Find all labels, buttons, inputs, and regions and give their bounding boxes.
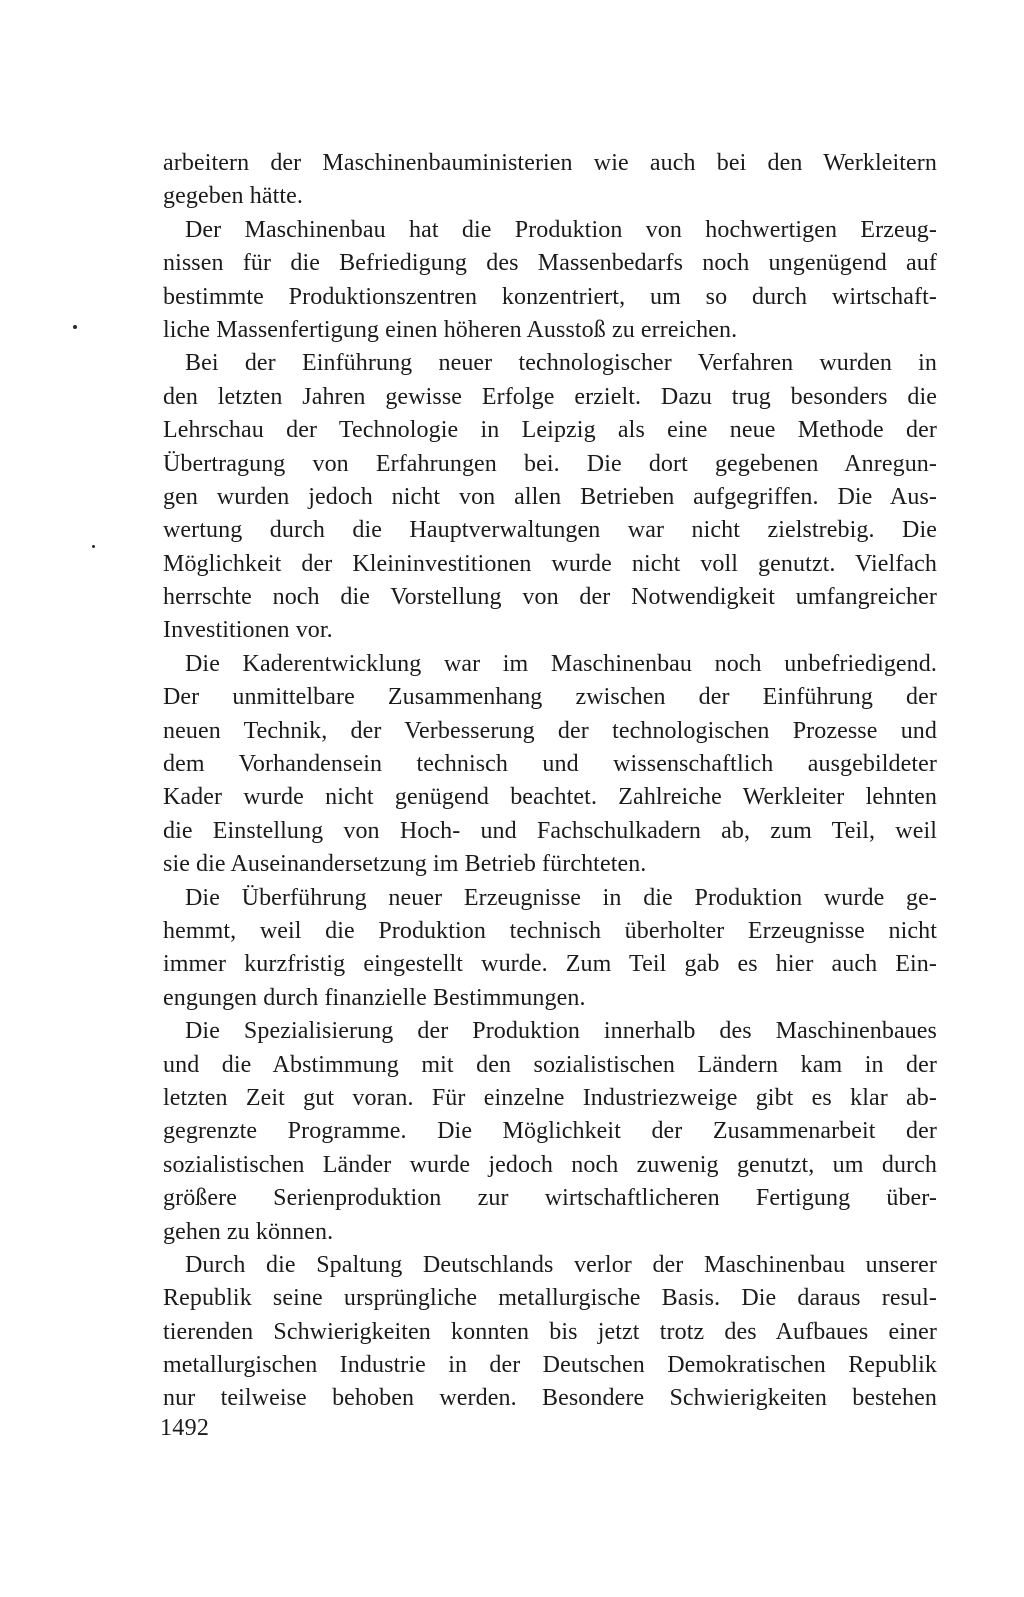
text-line: immer kurzfristig eingestellt wurde. Zum Teil gab es hier auch Ein- xyxy=(163,951,937,978)
text-line: Durch die Spaltung Deutschlands verlor der Maschinenbau unserer xyxy=(185,1251,937,1278)
text-line: engungen durch finanzielle Bestimmungen. xyxy=(163,984,586,1011)
text-line: Möglichkeit der Kleininvestitionen wurde nicht voll genutzt. Vielfach xyxy=(163,550,937,577)
text-line: Der unmittelbare Zusammenhang zwischen der Einführung der xyxy=(163,684,937,711)
text-line: Die Kaderentwicklung war im Maschinenbau noch unbefriedigend. xyxy=(185,650,937,677)
text-line: bestimmte Produktionszentren konzentriert, um so durch wirtschaft- xyxy=(163,283,937,310)
text-line: gen wurden jedoch nicht von allen Betrieben aufgegriffen. Die Aus- xyxy=(163,483,937,510)
text-line: Bei der Einführung neuer technologischer Verfahren wurden in xyxy=(185,350,937,377)
text-line: den letzten Jahren gewisse Erfolge erzielt. Dazu trug besonders die xyxy=(163,383,937,410)
margin-speck xyxy=(92,545,95,548)
page-number: 1492 xyxy=(160,1415,210,1441)
page-body xyxy=(163,147,937,1416)
text-line: nur teilweise behoben werden. Besondere Schwierigkeiten bestehen xyxy=(163,1385,937,1412)
text-line: Republik seine ursprüngliche metallurgische Basis. Die daraus resul- xyxy=(163,1285,937,1312)
text-line: tierenden Schwierigkeiten konnten bis jetzt trotz des Aufbaues einer xyxy=(163,1318,937,1345)
text-line: größere Serienproduktion zur wirtschaftlicheren Fertigung über- xyxy=(163,1185,937,1212)
margin-speck xyxy=(73,325,77,329)
text-line: liche Massenfertigung einen höheren Ausstoß zu erreichen. xyxy=(163,316,738,343)
text-line: herrschte noch die Vorstellung von der Notwendigkeit umfangreicher xyxy=(163,584,937,611)
text-line: Die Überführung neuer Erzeugnisse in die Produktion wurde ge- xyxy=(185,884,937,911)
text-line: arbeitern der Maschinenbauministerien wie auch bei den Werkleitern xyxy=(163,150,937,176)
text-line: neuen Technik, der Verbesserung der technologischen Prozesse und xyxy=(163,717,937,744)
text-line: letzten Zeit gut voran. Für einzelne Industriezweige gibt es klar ab- xyxy=(163,1084,937,1111)
text-line: Übertragung von Erfahrungen bei. Die dort gegebenen Anregun- xyxy=(163,450,937,477)
text-line: sie die Auseinandersetzung im Betrieb fürchteten. xyxy=(163,851,647,878)
text-line: hemmt, weil die Produktion technisch überholter Erzeugnisse nicht xyxy=(163,917,937,944)
text-line: die Einstellung von Hoch- und Fachschulkadern ab, zum Teil, weil xyxy=(163,817,937,844)
text-line: Die Spezialisierung der Produktion innerhalb des Maschinenbaues xyxy=(185,1018,937,1045)
text-line: Kader wurde nicht genügend beachtet. Zahlreiche Werkleiter lehnten xyxy=(163,784,937,811)
text-line: metallurgischen Industrie in der Deutschen Demokratischen Republik xyxy=(163,1352,937,1379)
text-line: dem Vorhandensein technisch und wissenschaftlich ausgebildeter xyxy=(163,751,937,778)
text-line: Lehrschau der Technologie in Leipzig als eine neue Methode der xyxy=(163,417,937,444)
text-line: gehen zu können. xyxy=(163,1218,334,1245)
text-line: und die Abstimmung mit den sozialistischen Ländern kam in der xyxy=(163,1051,937,1078)
text-line: Der Maschinenbau hat die Produktion von hochwertigen Erzeug- xyxy=(185,216,937,243)
text-line: gegrenzte Programme. Die Möglichkeit der Zusammenarbeit der xyxy=(163,1118,937,1145)
text-line: Investitionen vor. xyxy=(163,617,333,644)
text-line: sozialistischen Länder wurde jedoch noch zuwenig genutzt, um durch xyxy=(163,1151,937,1178)
text-line: nissen für die Befriedigung des Massenbedarfs noch ungenügend auf xyxy=(163,250,937,277)
text-line: gegeben hätte. xyxy=(163,183,303,210)
text-line: wertung durch die Hauptverwaltungen war nicht zielstrebig. Die xyxy=(163,517,937,544)
